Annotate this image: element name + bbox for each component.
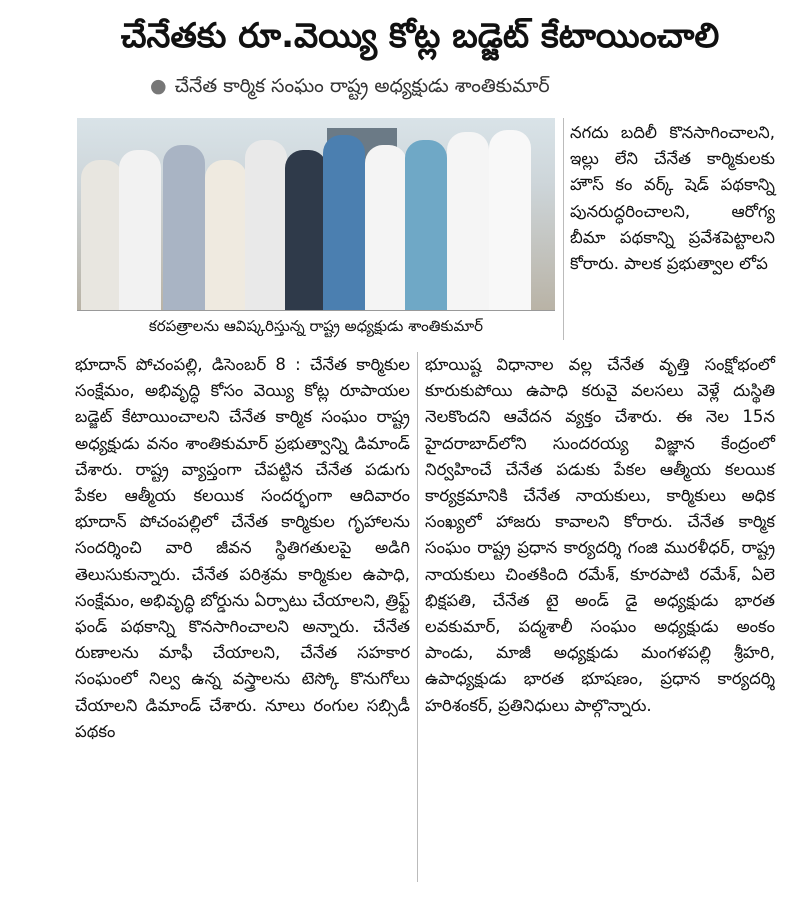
article-paragraph: భూదాన్ పోచంపల్లి, డిసెంబర్ 8 : చేనేత కార్మికుల సంక్షేమం, అభివృద్ధి కోసం వెయ్యి కోట్ల రూపాయల బడ్జెట్ కేటాయించాలని చేనేత కార్మిక సంఘం రాష్ట్ర అధ్యక్షుడు వనం శాంతికుమార్ ప్రభుత్వాన్ని డిమాండ్ చేశారు. రాష్ట్ర వ్యాప్తంగా చేపట్టిన చేనేత పడుగు పేకల ఆత్మీయ కలయిక సందర్భంగా ఆదివారం భూదాన్ పోచంపల్లిలో చేనేత కార్మికుల గృహాలను సందర్శించి వారి జీవన స్థితిగతులపై అడిగి తెలుసుకున్నారు. చేనేత పరిశ్రమ కార్మికుల ఉపాధి, సంక్షేమం, అభివృద్ధి బోర్డును ఏర్పాటు చేయాలని, త్రిఫ్ట్ ఫండ్ పథకాన్ని కొనసాగించాలని అన్నారు. చేనేత రుణాలను మాఫీ చేయాలని, చేనేత సహకార సంఘంలో నిల్వ ఉన్న వస్త్రాలను టెస్కో కొనుగోలు చేయాలని డిమాండ్ చేశారు. నూలు రంగుల సబ్సిడీ పథకం	[75, 355, 410, 741]
photo-person	[365, 145, 407, 310]
photo-person	[163, 145, 205, 310]
column-divider	[563, 118, 564, 340]
photo-person	[119, 150, 161, 310]
article-paragraph: నగదు బదిలీ కొనసాగించాలని, ఇల్లు లేని చేనేత కార్మికులకు హౌస్ కం వర్క్ షెడ్ పథకాన్ని పునరుద్ధరించాలని, ఆరోగ్య బీమా పథకాన్ని ప్రవేశపెట్టాలని కోరారు. పాలక ప్రభుత్వాల లోప	[570, 123, 775, 274]
article-column-left	[75, 352, 410, 745]
photo-person	[489, 130, 531, 310]
article-column-right-top	[570, 120, 775, 277]
photo-person	[447, 132, 489, 310]
news-photo	[77, 118, 555, 310]
photo-person	[405, 140, 447, 310]
photo-person	[285, 150, 327, 310]
article-column-right	[425, 352, 775, 719]
bullet-icon: ●	[150, 75, 167, 97]
photo-person	[323, 135, 365, 310]
column-divider	[417, 352, 418, 882]
subheadline	[150, 72, 710, 100]
photo-caption: కరపత్రాలను ఆవిష్కరిస్తున్న రాష్ట్ర అధ్యక్షుడు శాంతికుమార్	[77, 310, 555, 341]
photo-person	[205, 160, 247, 310]
headline: చేనేతకు రూ.వెయ్యి కోట్ల బడ్జెట్ కేటాయించాలి	[120, 16, 720, 56]
photo-person	[245, 140, 287, 310]
subheadline-text: చేనేత కార్మిక సంఘం రాష్ట్ర అధ్యక్షుడు శాంతికుమార్	[174, 75, 550, 97]
article-paragraph: భూయిష్ట విధానాల వల్ల చేనేత వృత్తి సంక్షోభంలో కూరుకుపోయి ఉపాధి కరువై వలసలు వెళ్లే దుస్థితి నెలకొందని ఆవేదన వ్యక్తం చేశారు. ఈ నెల 15న హైదరాబాద్‌లోని సుందరయ్య విజ్ఞాన కేంద్రంలో నిర్వహించే చేనేత పడుకు పేకల ఆత్మీయ కలయిక కార్యక్రమానికి చేనేత నాయకులు, కార్మికులు అధిక సంఖ్యలో హాజరు కావాలని కోరారు. చేనేత కార్మిక సంఘం రాష్ట్ర ప్రధాన కార్యదర్శి గంజి మురళీధర్, రాష్ట్ర నాయకులు చింతకింది రమేశ్, కూరపాటి రమేశ్, ఏలె భిక్షపతి, చేనేత టై అండ్ డై అధ్యక్షుడు భారత లవకుమార్, పద్మశాలీ సంఘం అధ్యక్షుడు అంకం పాండు, మాజీ అధ్యక్షుడు మంగళపల్లి శ్రీహరి, ఉపాధ్యక్షుడు భారత భూషణం, ప్రధాన కార్యదర్శి హరిశంకర్, ప్రతినిధులు పాల్గొన్నారు.	[425, 355, 775, 715]
photo-person	[81, 160, 123, 310]
